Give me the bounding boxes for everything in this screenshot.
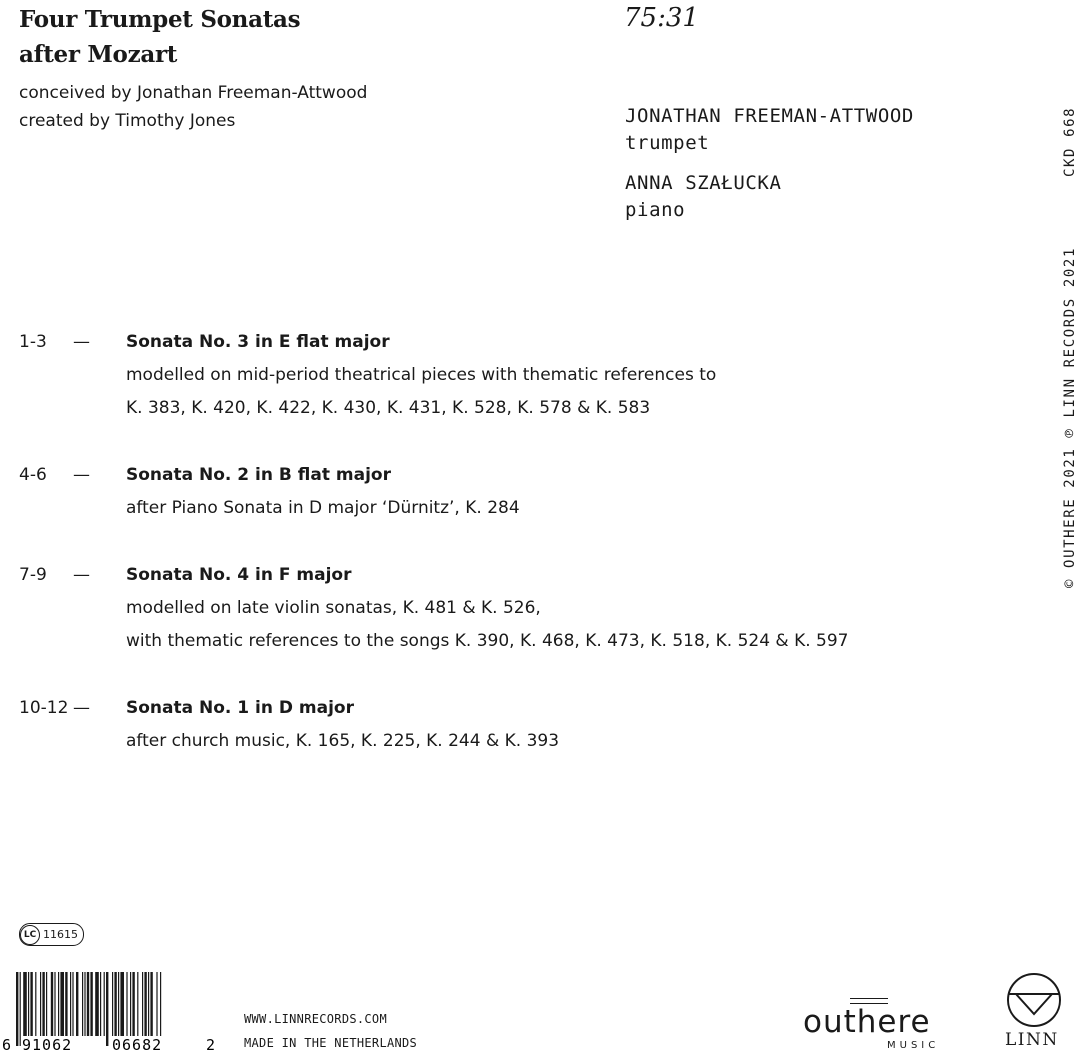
barcode-bar [118,972,119,1036]
barcode-bar [72,972,73,1036]
linn-wordmark: LINN [1005,1030,1059,1050]
barcode-bar [90,972,92,1036]
track-title: Sonata No. 2 in B flat major [126,465,391,485]
barcode-bar [104,972,105,1036]
track-dash: — [73,698,90,718]
barcode-bar [95,972,99,1036]
barcode-bar [54,972,55,1036]
track-description: with thematic references to the songs K. 390, K. 468, K. 473, K. 518, K. 524 & K. 597 [126,631,849,651]
track-dash: — [73,565,90,585]
barcode-bar [60,972,64,1036]
lc-number: 11615 [43,928,78,941]
credit-created: created by Timothy Jones [19,111,236,131]
track-title: Sonata No. 4 in F major [126,565,352,585]
album-credits [19,79,367,135]
barcode-bar [84,972,85,1036]
track-title: Sonata No. 1 in D major [126,698,354,718]
barcode-bar [114,972,116,1036]
lc-logo-icon: LC [20,925,40,945]
label-code [19,923,84,946]
barcode-digit-lead: 6 [2,1036,12,1054]
barcode-bar [65,972,67,1036]
track-title: Sonata No. 3 in E flat major [126,332,390,352]
barcode-bar [58,972,59,1036]
performer-instrument: trumpet [625,132,710,154]
barcode-bar [130,972,131,1036]
barcode-bar [42,972,44,1036]
barcode-bar [76,972,78,1036]
barcode-digit-right: 06682 [112,1036,163,1054]
copyright-notice: © OUTHERE 2021 ℗ LINN RECORDS 2021 [1062,247,1078,588]
barcode-bar [40,972,41,1036]
barcode-bar [87,972,89,1036]
performer-name: ANNA SZAŁUCKA [625,172,782,194]
barcode-bar [144,972,146,1036]
barcode-bar [112,972,113,1036]
website: WWW.LINNRECORDS.COM [244,1012,387,1026]
barcode-bar [23,972,27,1036]
barcode-bar [137,972,138,1036]
made-in: MADE IN THE NETHERLANDS [244,1036,418,1050]
performer-1 [625,103,914,157]
barcode-bar [30,972,32,1036]
linn-emblem-icon [1004,972,1064,1028]
barcode-bar [28,972,29,1036]
total-duration: 75:31 [624,3,699,33]
barcode-bar [156,972,157,1036]
performer-2 [625,170,914,224]
barcode-bar [150,972,152,1036]
barcode-bar [120,972,124,1036]
barcode-bar [126,972,127,1036]
track-description: after Piano Sonata in D major ‘Dürnitz’, K. 284 [126,498,520,518]
barcode-bar [160,972,161,1036]
album-title-line-1: Four Trumpet Sonatas [19,6,301,33]
barcode-bar [132,972,134,1036]
barcode-bar [16,972,18,1046]
track-dash: — [73,332,90,352]
barcode-bar [46,972,47,1036]
catalogue-number: CKD 668 [1062,106,1078,177]
track-number: 7-9 [19,565,47,585]
barcode-bar [82,972,83,1036]
performer-name: JONATHAN FREEMAN-ATTWOOD [625,105,914,127]
track-number: 4-6 [19,465,47,485]
outhere-subtitle: MUSIC [887,1040,940,1051]
track-number: 1-3 [19,332,47,352]
album-title [19,2,300,72]
outhere-wordmark: outhere [803,1004,931,1040]
barcode-bar [100,972,101,1036]
barcode-bar [142,972,143,1036]
outhere-logo [803,998,953,1054]
barcode-bar [148,972,149,1036]
track-description: after church music, K. 165, K. 225, K. 244 & K. 393 [126,731,560,751]
performer-instrument: piano [625,199,686,221]
barcode-digit-check: 2 [206,1036,215,1054]
barcode-bar [70,972,71,1036]
album-title-line-2: after Mozart [19,41,178,68]
track-description: K. 383, K. 420, K. 422, K. 430, K. 431, K. 528, K. 578 & K. 583 [126,398,651,418]
barcode-bar [35,972,36,1036]
barcode-bar [20,972,21,1046]
barcode [0,970,215,1054]
track-number: 10-12 [19,698,69,718]
barcode-digit-left: 91062 [22,1036,73,1054]
linn-logo [1004,972,1064,1054]
performers [625,103,914,237]
credit-conceived: conceived by Jonathan Freeman-Attwood [19,83,368,103]
barcode-bar [106,972,108,1046]
barcode-bar [51,972,53,1036]
track-description: modelled on late violin sonatas, K. 481 & K. 526, [126,598,541,618]
track-description: modelled on mid-period theatrical pieces with thematic references to [126,365,717,385]
track-dash: — [73,465,90,485]
